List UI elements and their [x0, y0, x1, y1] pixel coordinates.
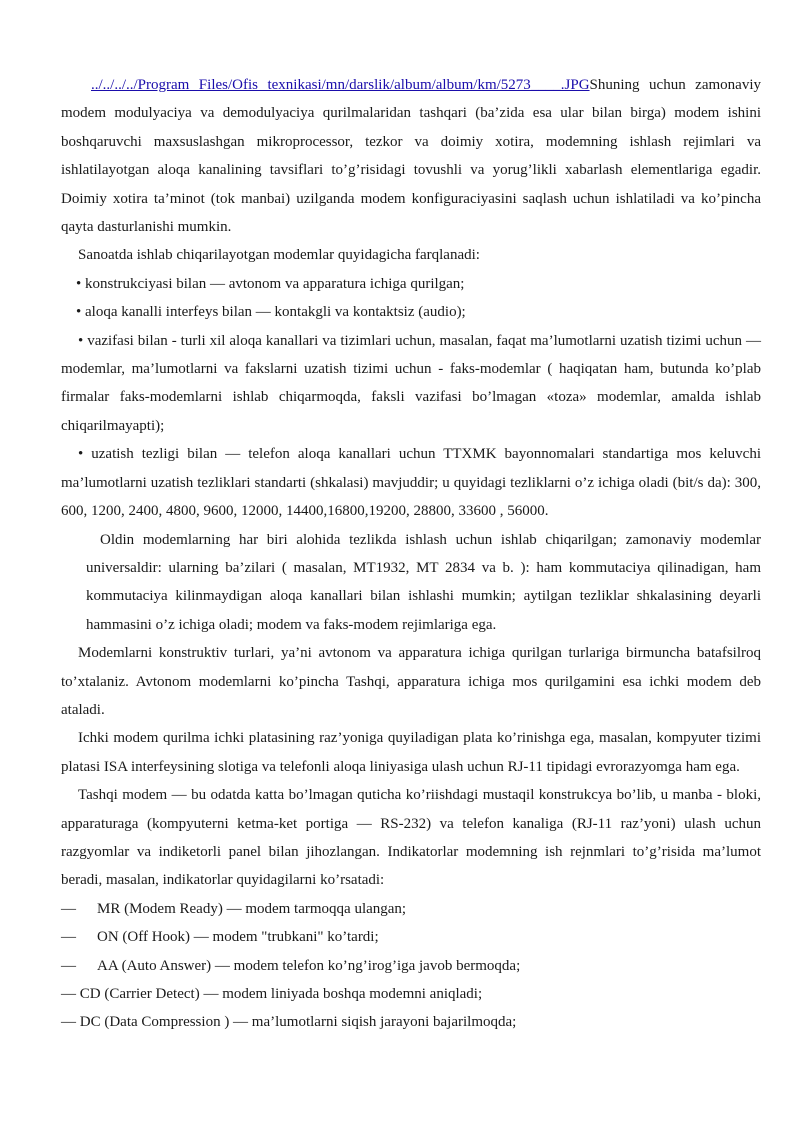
- external-modem-paragraph: Tashqi modem — bu odatda katta bo’lmagan qutichа ko’riishdagi mustaqil konstrukcya bo’lib, u manba - bloki, apparaturaga (kompyuterni ketma-ket portiga — RS-232) va telefon kanaliga (RJ-11 raz’yoni) ulash uchun razgyomlar va indiketorli panel bilan jihozlangan. Indikatorlar modemning ish rejnmlari to’g’risida ma’lumot beradi, masalan, indikatorlar quyidagilarni ko’rsatadi:: [61, 787, 761, 889]
- bullet-interface: • aloqa kanalli interfeys bilan — kontakgli va kontaktsiz (audio);: [76, 304, 466, 321]
- indicator-on: [61, 923, 761, 951]
- indicator-dc: — DC (Data Compression ) — ma’lumotlarni siqish jarayoni bajarilmoqda;: [61, 1014, 517, 1031]
- document-page: [61, 71, 761, 1037]
- constructive-types-paragraph: Modemlarni konstruktiv turlari, ya’ni avtonom va apparatura ichiga qurilgan turlariga birmuncha batafsilroq to’xtalaniz. Avtonom modemlarni ko’pincha Tashqi, apparatura ichiga mos qurilgamini esa ichki modem deb ataladi.: [61, 645, 761, 718]
- dash-mark: —: [61, 957, 76, 974]
- universal-modems-paragraph: Oldin modemlarning har biri alohida tezlikda ishlash uchun ishlab chiqarilgan; zamonaviy modemlar universaldir: ularning ba’zilari ( masalan, MT1932, MT 2834 va b. ): ham kommutaciya qilinadigan, ham kommutaciya kilinmaydigan aloqa kanallari bilan ishlashi mumkin; aytilgan tezliklar shkalasining deyarli hammasini o’z ichiga oladi; modem va faks-modem rejimlariga ega.: [86, 531, 761, 633]
- indicator-aa: [61, 952, 761, 980]
- indicator-text: ON (Off Hook) — modem "trubkani" ko’tardi;: [97, 929, 379, 946]
- indicator-mr: [61, 895, 761, 923]
- dash-mark: —: [61, 900, 76, 917]
- bullet-purpose: • vazifasi bilan - turli xil aloqa kanallari va tizimlari uchun, masalan, faqat ma’lumotlarni uzatish tizimi uchun — modemlar, ma’lumotlarni va fakslarni uzatish tizimi uchun - faks-modemlar ( haqiqatan ham, butunda ko’plab firmalar faks-modemlarni ishlab chiqarmoqda, faksli vazifasi bo’lmagan «toza» modemlar, amalda ishlab chiqarilmayapti);: [61, 332, 761, 434]
- intro-text: Shuning uchun zamonaviy modem modulyaciya va demodulyaciya qurilmalaridan tashqari (ba’zida esa ular bilan birga) modem ishini boshqaruvchi maxsuslashgan mikroprocessor, tezkor va doimiy xotira, modemning ishlash rejimlari va ishlatilayotgan aloqa kanalining tavsiflari to’g’risidagi tovushli va yorug’likli xabarlash elementlariga egadir. Doimiy xotira ta’minot (tok manbai) uzilganda modem konfiguraciyasini saqlash uchun ishlatiladi va ko’pincha qayta dasturlanishi mumkin.: [61, 77, 761, 236]
- internal-modem-paragraph: Ichki modem qurilma ichki platasining raz’yoniga quyiladigan plata ko’rinishga ega, masalan, kompyuter tizimi platasi ISA interfeysining slotiga va telefonli aloqa liniyasiga ulash uchun RJ-11 tipidagi evrorazyomga ham ega.: [61, 730, 761, 775]
- indicator-text: AA (Auto Answer) — modem telefon ko’ng’irog’iga javob bermoqda;: [97, 957, 521, 974]
- bullet-speed: • uzatish tezligi bilan — telefon aloqa kanallari uchun TTXMK bayonnomalari standartiga mos keluvchi ma’lumotlarni uzatish tezliklari standarti (shkalasi) mavjuddir; u quyidagi tezliklarni o’z ichiga oladi (bit/s da): 300, 600, 1200, 2400, 4800, 9600, 12000, 14400,16800,19200, 28800, 33600 , 56000.: [61, 446, 761, 520]
- image-file-link[interactable]: ../../../../Program Files/Ofis texnikasi/mn/darslik/album/album/km/5273____.JPG: [91, 77, 590, 93]
- indicator-cd: — CD (Carrier Detect) — modem liniyada boshqa modemni aniqladi;: [61, 986, 483, 1002]
- differences-heading: Sanoatda ishlab chiqarilayotgan modemlar quyidagicha farqlanadi:: [78, 247, 480, 264]
- dash-mark: —: [61, 929, 76, 946]
- bullet-construction: • konstrukciyasi bilan — avtonom va apparatura ichiga qurilgan;: [76, 275, 465, 292]
- indicator-text: MR (Modem Ready) — modem tarmoqqa ulangan;: [97, 900, 407, 917]
- intro-paragraph: [61, 71, 761, 241]
